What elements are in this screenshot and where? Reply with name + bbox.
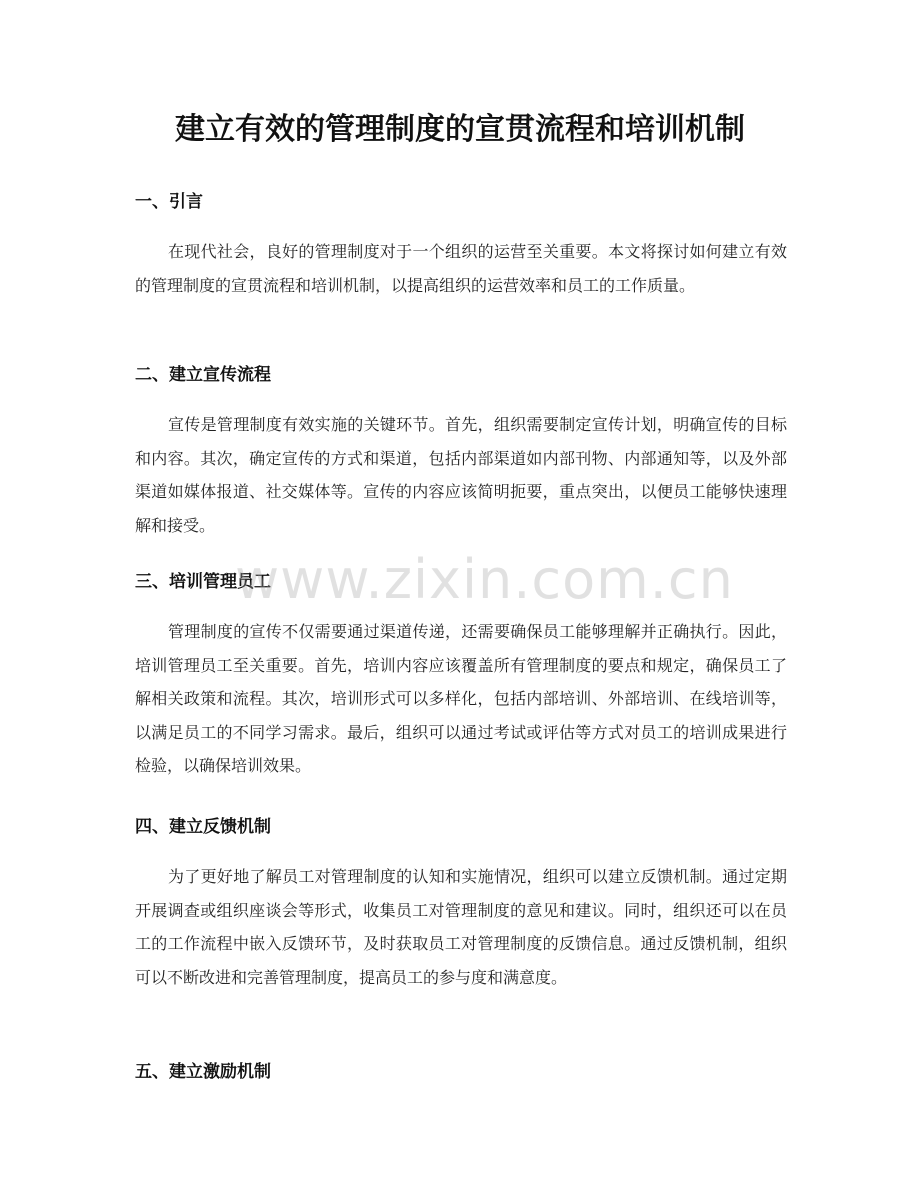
section-introduction: [135, 189, 787, 302]
section-heading: 三、培训管理员工: [135, 572, 271, 592]
section-publicity-process: [135, 362, 787, 542]
section-paragraph: 为了更好地了解员工对管理制度的认知和实施情况，组织可以建立反馈机制。通过定期开展调查或组织座谈会等形式，收集员工对管理制度的意见和建议。同时，组织还可以在员工的工作流程中嵌入反馈环节，及时获取员工对管理制度的反馈信息。通过反馈机制，组织可以不断改进和完善管理制度，提高员工的参与度和满意度。: [135, 867, 787, 987]
section-heading: 二、建立宣传流程: [135, 365, 271, 385]
section-heading: 一、引言: [135, 192, 203, 212]
section-feedback-mechanism: [135, 814, 787, 994]
section-paragraph: 在现代社会，良好的管理制度对于一个组织的运营至关重要。本文将探讨如何建立有效的管理制度的宣贯流程和培训机制，以提高组织的运营效率和员工的工作质量。: [135, 242, 787, 295]
section-incentive-mechanism: [135, 1059, 787, 1085]
section-heading: 五、建立激励机制: [135, 1062, 271, 1082]
watermark: www.zixin.com.cn: [235, 548, 734, 611]
section-paragraph: 管理制度的宣传不仅需要通过渠道传递，还需要确保员工能够理解并正确执行。因此，培训管理员工至关重要。首先，培训内容应该覆盖所有管理制度的要点和规定，确保员工了解相关政策和流程。其次，培训形式可以多样化，包括内部培训、外部培训、在线培训等，以满足员工的不同学习需求。最后，组织可以通过考试或评估等方式对员工的培训成果进行检验，以确保培训效果。: [135, 622, 787, 775]
section-heading: 四、建立反馈机制: [135, 817, 271, 837]
page-title: 建立有效的管理制度的宣贯流程和培训机制: [175, 112, 745, 147]
section-paragraph: 宣传是管理制度有效实施的关键环节。首先，组织需要制定宣传计划，明确宣传的目标和内容。其次，确定宣传的方式和渠道，包括内部渠道如内部刊物、内部通知等，以及外部渠道如媒体报道、社交媒体等。宣传的内容应该简明扼要，重点突出，以便员工能够快速理解和接受。: [135, 415, 787, 535]
section-training-staff: [135, 569, 787, 783]
